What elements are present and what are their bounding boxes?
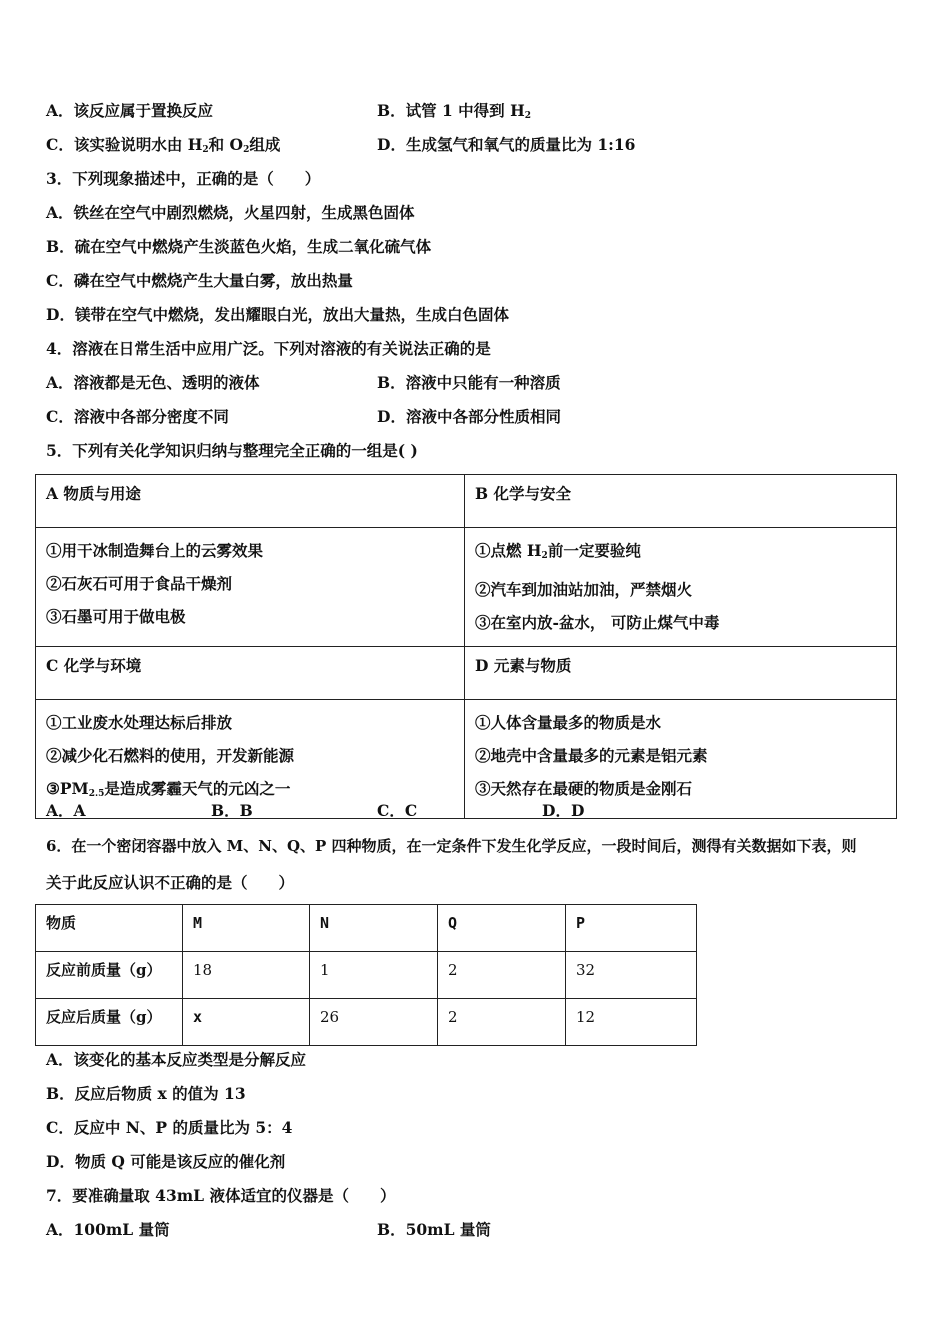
- q6-header-cell: M: [183, 905, 310, 952]
- q5-stem: 5．下列有关化学知识归纳与整理完全正确的一组是( ): [46, 441, 418, 460]
- q5-cell-b-head: [465, 475, 897, 528]
- q5-c-head-text: C 化学与环境: [46, 656, 142, 675]
- q6-cell: x: [183, 999, 310, 1046]
- q6-stem-line1: 6．在一个密闭容器中放入 M、N、Q、P 四种物质，在一定条件下发生化学反应，一段时间后，测得有关数据如下表，则: [46, 837, 857, 855]
- q5-b-head-text: B 化学与安全: [475, 484, 571, 503]
- q6-table-row: [36, 952, 697, 999]
- q5-table: [35, 474, 897, 819]
- q2-option-c: [46, 134, 280, 161]
- q3-option-a: A．铁丝在空气中剧烈燃烧，火星四射，生成黑色固体: [46, 203, 415, 222]
- q4-option-a: A．溶液都是无色、透明的液体: [46, 373, 260, 392]
- q5-cell-a-head: [36, 475, 465, 528]
- q2-option-b-text: B．试管 1 中得到 H: [377, 101, 525, 120]
- q6-cell: 2: [438, 952, 566, 999]
- q6-row-label: 反应前质量（g）: [36, 952, 183, 999]
- q6-cell: 12: [566, 999, 697, 1046]
- q4-stem: 4．溶液在日常生活中应用广泛。下列对溶液的有关说法正确的是: [46, 339, 491, 358]
- q5-cell-c-head: [36, 647, 465, 700]
- q6-header-cell: 物质: [36, 905, 183, 952]
- q4-option-b: B．溶液中只能有一种溶质: [377, 373, 561, 392]
- q2-option-b-subscript: 2: [524, 111, 531, 121]
- q3-stem: 3．下列现象描述中，正确的是（ ）: [46, 169, 321, 188]
- q5-d-item: ③天然存在最硬的物质是金刚石: [475, 779, 693, 798]
- q5-c-item3-post: 是造成雾霾天气的元凶之一: [104, 779, 291, 798]
- q2-option-b: [377, 100, 531, 127]
- q5-cell-a-items: [36, 528, 465, 647]
- q5-option-d: D．D: [542, 801, 585, 820]
- q5-c-item3-text: ③PM: [46, 779, 89, 798]
- q6-table-row: [36, 999, 697, 1046]
- q5-option-c: C．C: [377, 801, 418, 820]
- q2-option-c-sub1: 2: [202, 145, 209, 155]
- q5-d-head-text: D 元素与物质: [475, 656, 572, 675]
- q7-option-b: B．50mL 量筒: [377, 1220, 491, 1239]
- q6-option-c: C．反应中 N、P 的质量比为 5：4: [46, 1118, 293, 1137]
- q5-c-item: ①工业废水处理达标后排放: [46, 713, 233, 732]
- q2-option-c-sub2: 2: [243, 145, 250, 155]
- q6-header-cell: P: [566, 905, 697, 952]
- q6-header-cell: N: [310, 905, 438, 952]
- q5-d-item: ②地壳中含量最多的元素是铝元素: [475, 746, 708, 765]
- q5-a-head-text: A 物质与用途: [46, 484, 141, 503]
- q3-option-b: B．硫在空气中燃烧产生淡蓝色火焰，生成二氧化硫气体: [46, 237, 432, 256]
- q5-a-item: ③石墨可用于做电极: [46, 607, 186, 626]
- q3-option-c: C．磷在空气中燃烧产生大量白雾，放出热量: [46, 271, 353, 290]
- q4-option-d: D．溶液中各部分性质相同: [377, 407, 561, 426]
- q6-cell: 18: [183, 952, 310, 999]
- q6-option-d: D．物质 Q 可能是该反应的催化剂: [46, 1152, 286, 1171]
- q2-option-c-text: C．该实验说明水由 H: [46, 135, 203, 154]
- q6-option-b: B．反应后物质 x 的值为 13: [46, 1084, 246, 1103]
- q2-option-a: A．该反应属于置换反应: [46, 101, 214, 120]
- q6-stem-line2: 关于此反应认识不正确的是（ ）: [46, 873, 295, 892]
- q5-table-header-row: [36, 475, 897, 528]
- q6-table: [35, 904, 697, 1046]
- q5-b-item: ③在室内放-盆水， 可防止煤气中毒: [475, 613, 720, 632]
- q7-stem: 7．要准确量取 43mL 液体适宜的仪器是（ ）: [46, 1186, 396, 1205]
- q5-c-item: ②减少化石燃料的使用，开发新能源: [46, 746, 295, 765]
- q6-cell: 2: [438, 999, 566, 1046]
- q7-option-a: A．100mL 量筒: [46, 1220, 170, 1239]
- q5-cell-d-items: [465, 700, 897, 819]
- q2-option-d: D．生成氢气和氧气的质量比为 1:16: [377, 135, 636, 154]
- q6-row-label: 反应后质量（g）: [36, 999, 183, 1046]
- q6-header-cell: Q: [438, 905, 566, 952]
- q5-table-body-row: [36, 528, 897, 647]
- q5-b-item1-post: 前一定要验纯: [547, 541, 641, 560]
- q2-option-c-mid: 和 O: [208, 135, 244, 154]
- q5-cell-d-head: [465, 647, 897, 700]
- q6-option-a: A．该变化的基本反应类型是分解反应: [46, 1050, 307, 1069]
- q5-d-item: ①人体含量最多的物质是水: [475, 713, 662, 732]
- q5-b-item: ②汽车到加油站加油，严禁烟火: [475, 580, 693, 599]
- q5-b-item: [475, 534, 896, 573]
- q5-a-item: ②石灰石可用于食品干燥剂: [46, 574, 233, 593]
- q4-option-c: C．溶液中各部分密度不同: [46, 407, 229, 426]
- q5-b-item1-text: ①点燃 H: [475, 541, 542, 560]
- q6-table-header-row: [36, 905, 697, 952]
- q5-c-item3-subscript: 2.5: [88, 789, 105, 799]
- q5-option-b: B．B: [211, 801, 253, 820]
- q5-a-item: ①用干冰制造舞台上的云雾效果: [46, 541, 264, 560]
- q5-cell-b-items: [465, 528, 897, 647]
- q5-option-a: A．A: [46, 801, 86, 820]
- q6-cell: 1: [310, 952, 438, 999]
- q3-option-d: D．镁带在空气中燃烧，发出耀眼白光，放出大量热，生成白色固体: [46, 305, 509, 324]
- q2-option-c-post: 组成: [249, 135, 281, 154]
- q5-b-item1-subscript: 2: [541, 551, 548, 561]
- q5-table-header-row: [36, 647, 897, 700]
- q6-cell: 32: [566, 952, 697, 999]
- q6-cell: 26: [310, 999, 438, 1046]
- q5-table-body-row: [36, 700, 897, 819]
